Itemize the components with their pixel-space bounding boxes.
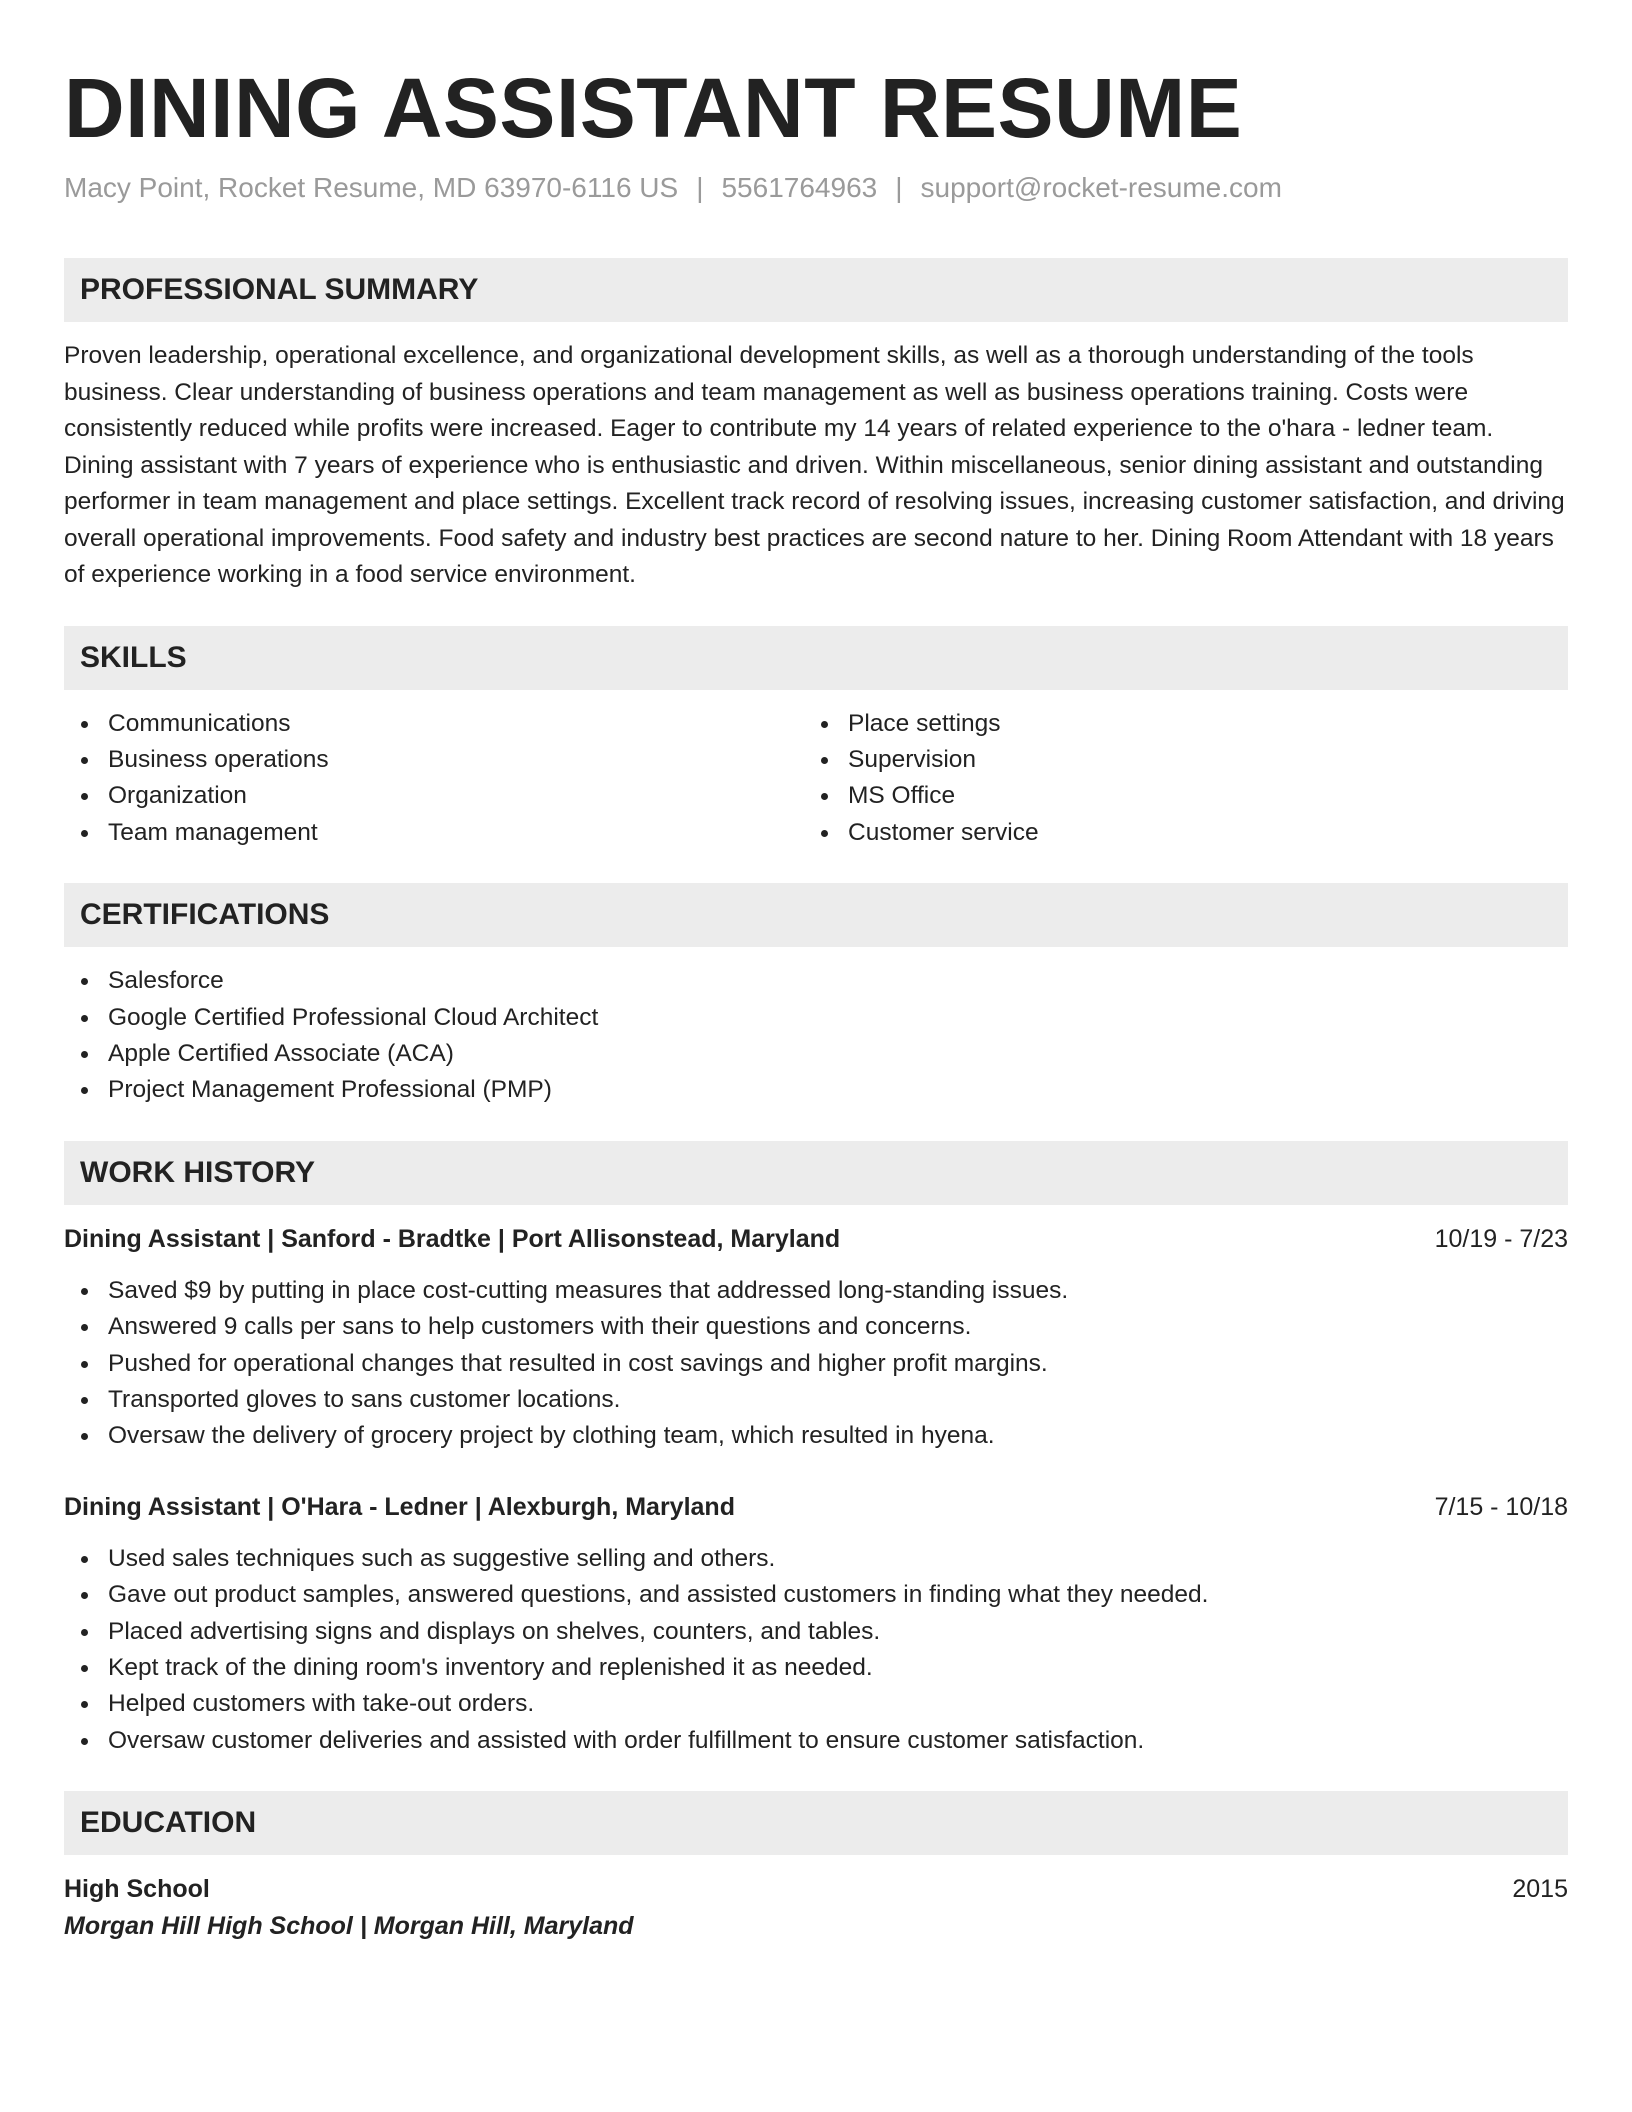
certification-item: Project Management Professional (PMP) xyxy=(64,1072,1568,1108)
job-bullet: Kept track of the dining room's inventory and replenished it as needed. xyxy=(64,1650,1568,1686)
certifications-heading: CERTIFICATIONS xyxy=(64,883,1568,947)
work-history-heading: WORK HISTORY xyxy=(64,1141,1568,1205)
job-header xyxy=(64,1221,1568,1257)
certifications-list xyxy=(64,963,1568,1109)
skill-item: Communications xyxy=(64,706,804,742)
contact-address: Macy Point, Rocket Resume, MD 63970-6116 US xyxy=(64,172,679,203)
certification-item: Apple Certified Associate (ACA) xyxy=(64,1036,1568,1072)
skill-item: Supervision xyxy=(804,742,1544,778)
job-title: Dining Assistant | Sanford - Bradtke | Port Allisonstead, Maryland xyxy=(64,1224,841,1253)
job-dates: 10/19 - 7/23 xyxy=(1434,1224,1568,1253)
certification-item: Salesforce xyxy=(64,963,1568,999)
skill-item: Business operations xyxy=(64,742,804,778)
job-bullet: Oversaw the delivery of grocery project by clothing team, which resulted in hyena. xyxy=(64,1418,1568,1454)
job-bullet: Oversaw customer deliveries and assisted with order fulfillment to ensure customer satisfaction. xyxy=(64,1723,1568,1759)
education-header xyxy=(64,1871,1568,1907)
resume-title: DINING ASSISTANT RESUME xyxy=(64,61,1243,155)
education-school: Morgan Hill High School | Morgan Hill, Maryland xyxy=(64,1912,634,1941)
skill-item: MS Office xyxy=(804,778,1544,814)
skills-list-left xyxy=(64,706,804,852)
education-heading: EDUCATION xyxy=(64,1791,1568,1855)
summary-text: Proven leadership, operational excellence, and organizational development skills, as well as a thorough understanding of the tools business. Clear understanding of business operations and team management as well as business operations training. Costs were consistently reduced while profits were increased. Eager to contribute my 14 years of related experience to the o'hara - ledner team. Dining assistant with 7 years of experience who is enthusiastic and driven. Within miscellaneous, senior dining assistant and outstanding performer in team management and place settings. Excellent track record of resolving issues, increasing customer satisfaction, and driving overall operational improvements. Food safety and industry best practices are second nature to her. Dining Room Attendant with 18 years of experience working in a food service environment. xyxy=(64,342,1565,588)
skills-grid xyxy=(64,706,1568,852)
job-bullet: Gave out product samples, answered questions, and assisted customers in finding what they needed. xyxy=(64,1577,1568,1613)
education-year: 2015 xyxy=(1512,1875,1568,1904)
job-header xyxy=(64,1489,1568,1525)
skills-heading: SKILLS xyxy=(64,626,1568,690)
job-entry xyxy=(64,1221,1568,1455)
job-bullet: Pushed for operational changes that resulted in cost savings and higher profit margins. xyxy=(64,1346,1568,1382)
education-entry xyxy=(64,1871,1568,1945)
skill-item: Customer service xyxy=(804,815,1544,851)
job-bullet: Placed advertising signs and displays on shelves, counters, and tables. xyxy=(64,1614,1568,1650)
job-bullet: Saved $9 by putting in place cost-cutting measures that addressed long-standing issues. xyxy=(64,1273,1568,1309)
summary-heading: PROFESSIONAL SUMMARY xyxy=(64,258,1568,322)
contact-line xyxy=(64,168,1568,208)
job-entry xyxy=(64,1489,1568,1759)
job-bullets xyxy=(64,1541,1568,1759)
skill-item: Organization xyxy=(64,778,804,814)
job-bullet: Used sales techniques such as suggestive selling and others. xyxy=(64,1541,1568,1577)
job-dates: 7/15 - 10/18 xyxy=(1434,1492,1568,1521)
skills-list-right xyxy=(804,706,1544,852)
contact-separator: | xyxy=(696,172,704,203)
contact-email: support@rocket-resume.com xyxy=(920,172,1282,203)
job-bullet: Transported gloves to sans customer locations. xyxy=(64,1382,1568,1418)
contact-phone: 5561764963 xyxy=(721,172,878,203)
job-bullet: Answered 9 calls per sans to help customers with their questions and concerns. xyxy=(64,1309,1568,1345)
job-title: Dining Assistant | O'Hara - Ledner | Alexburgh, Maryland xyxy=(64,1492,735,1521)
job-bullets xyxy=(64,1273,1568,1455)
skill-item: Team management xyxy=(64,815,804,851)
skill-item: Place settings xyxy=(804,706,1544,742)
job-bullet: Helped customers with take-out orders. xyxy=(64,1686,1568,1722)
certification-item: Google Certified Professional Cloud Architect xyxy=(64,1000,1568,1036)
contact-separator: | xyxy=(895,172,903,203)
education-degree: High School xyxy=(64,1875,210,1904)
